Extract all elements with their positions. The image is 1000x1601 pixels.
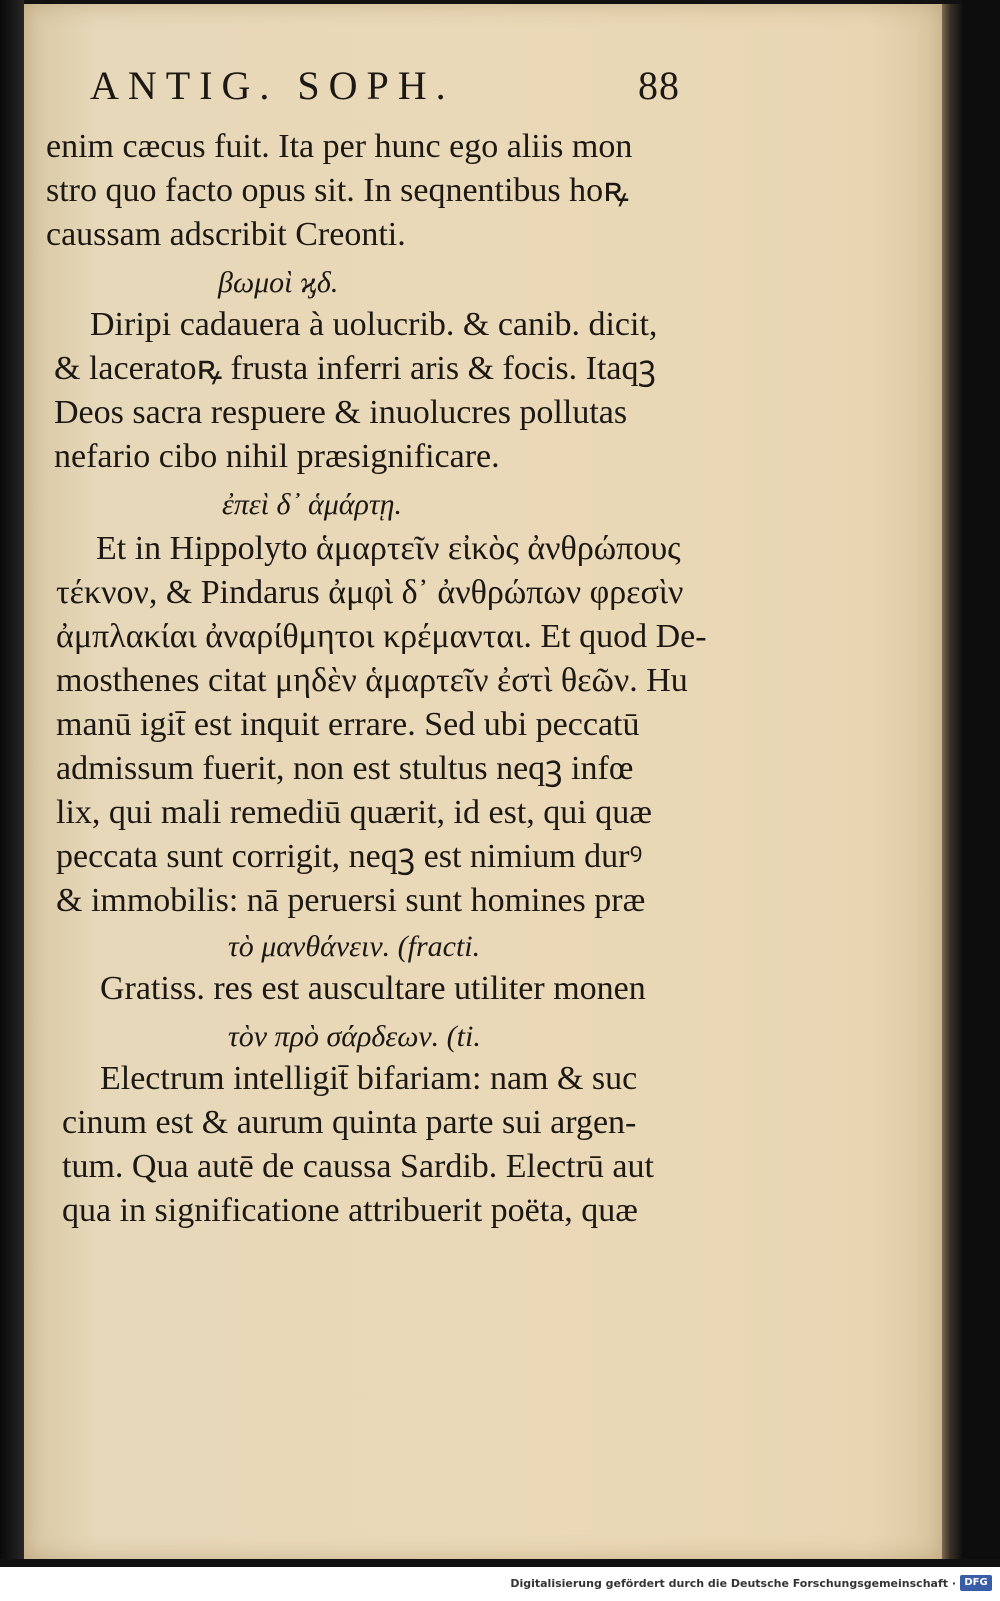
text-line: enim cæcus fuit. Ita per hunc ego aliis mon (46, 128, 633, 165)
text-line: manū igit̄ est inquit errare. Sed ubi peccatū (56, 706, 640, 743)
greek-lemma: τὸν πρὸ σάρδεων. (ti. (228, 1020, 481, 1053)
running-header (90, 62, 680, 112)
text-line: qua in significatione attribuerit poëta, quæ (62, 1192, 638, 1229)
greek-lemma: ἐπεὶ δ᾽ ἁμάρτῃ. (222, 488, 403, 521)
greek-lemma: βωμοὶ ϗδ. (218, 266, 339, 299)
text-line: τέκνον, & Pindarus ἀμφὶ δ᾽ ἀνθρώπων φρεσὶν (56, 574, 684, 611)
dfg-logo: DFG (960, 1575, 992, 1591)
scan-border-right (962, 0, 1000, 1565)
footer-credit: Digitalisierung gefördert durch die Deutsche Forschungsgemeinschaft · (510, 1577, 956, 1590)
digitization-footer (0, 1567, 1000, 1601)
text-line: peccata sunt corrigit, neqꝫ est nimium durꝰ (56, 838, 643, 875)
page-edge (942, 4, 962, 1559)
text-line: cinum est & aurum quinta parte sui argen- (62, 1104, 637, 1141)
text-line: Et in Hippolyto ἁμαρτεῖν εἰκὸς ἀνθρώπους (96, 530, 681, 567)
text-line: Diripi cadauera à uolucrib. & canib. dicit, (90, 306, 658, 343)
book-binding (0, 0, 24, 1565)
greek-lemma: τὸ μανθάνειν. (fracti. (228, 930, 481, 963)
text-line: Deos sacra respuere & inuolucres pollutas (54, 394, 628, 431)
text-line: Gratiss. res est auscultare utiliter monen (100, 970, 646, 1007)
text-line: stro quo facto opus sit. In seqnentibus hoꝶ (46, 172, 629, 209)
text-line: nefario cibo nihil præsignificare. (54, 438, 500, 475)
text-line: caussam adscribit Creonti. (46, 216, 406, 253)
text-line: mosthenes citat μηδὲν ἁμαρτεῖν ἐστὶ θεῶν. Hu (56, 662, 688, 699)
page-number: 88 (638, 63, 680, 108)
text-line: & immobilis: nā peruersi sunt homines præ (56, 882, 646, 919)
running-title: ANTIG. SOPH. (90, 63, 455, 108)
text-line: admissum fuerit, non est stultus neqꝫ infœ (56, 750, 634, 787)
text-line: & laceratoꝶ frusta inferri aris & focis. Itaqꝫ (54, 350, 656, 387)
text-line: ἀμπλακίαι ἀναρίθμητοι κρέμανται. Et quod De- (56, 618, 707, 655)
text-line: tum. Qua autē de caussa Sardib. Electrū aut (62, 1148, 654, 1185)
text-line: Electrum intelligit̄ bifariam: nam & suc (100, 1060, 638, 1097)
text-line: lix, qui mali remediū quærit, id est, qui quæ (56, 794, 652, 831)
scan-border-bottom (0, 1559, 1000, 1567)
